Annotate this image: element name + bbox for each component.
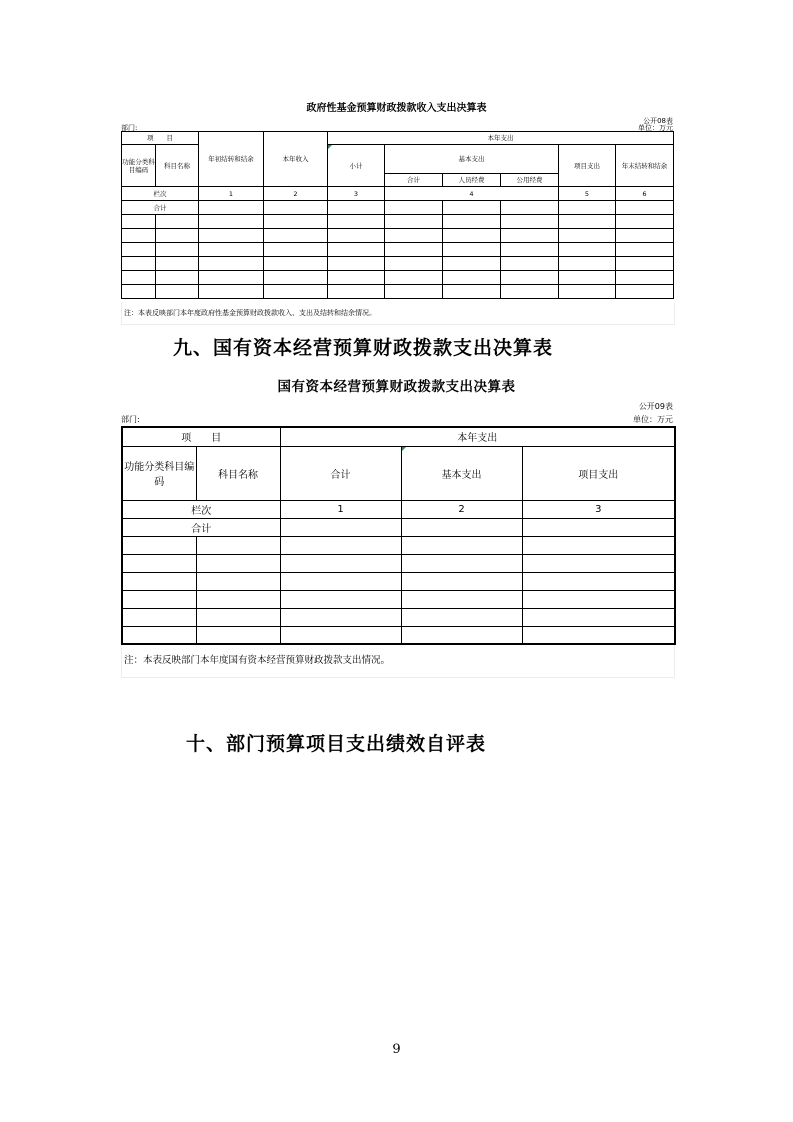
header-basic: 基本支出 <box>385 145 559 174</box>
row-label: 栏次 <box>122 500 280 518</box>
table-row <box>122 271 674 285</box>
header-basic: 基本支出 <box>401 446 522 500</box>
table9-unit: 单位：万元 <box>633 415 673 424</box>
table8-dept: 部门: <box>121 124 138 132</box>
row-label: 栏次 <box>122 187 199 201</box>
table9 <box>121 426 676 645</box>
header-item: 项 目 <box>122 427 280 446</box>
col-number: 4 <box>385 187 559 201</box>
table-row <box>122 572 675 590</box>
header-income: 本年收入 <box>264 132 328 187</box>
sum-label: 合计 <box>122 518 280 536</box>
header-project: 项目支出 <box>559 145 616 187</box>
table9-note: 注：本表反映部门本年度国有资本经营预算财政拨款支出情况。 <box>121 645 675 678</box>
sum-label: 合计 <box>122 201 199 215</box>
table-row <box>122 215 674 229</box>
table-row <box>122 243 674 257</box>
header-subject-name: 科目名称 <box>156 145 199 187</box>
col-number: 1 <box>280 500 401 518</box>
table-row <box>122 257 674 271</box>
section9-heading: 九、国有资本经营预算财政拨款支出决算表 <box>173 337 554 359</box>
table-row <box>122 285 674 299</box>
header-expense: 本年支出 <box>280 427 675 446</box>
header-expense: 本年支出 <box>328 132 674 145</box>
header-end-balance: 年末结转和结余 <box>616 145 674 187</box>
col-number: 3 <box>328 187 385 201</box>
header-personnel: 人员经费 <box>443 174 501 187</box>
page-number: 9 <box>392 1042 401 1057</box>
table-row <box>122 626 675 644</box>
header-item: 项 目 <box>122 132 199 145</box>
table8-unit: 单位：万元 <box>638 124 673 132</box>
table-row <box>122 608 675 626</box>
table9-title: 国有资本经营预算财政拨款支出决算表 <box>277 379 516 395</box>
header-func-code: 功能分类科目编码 <box>122 145 156 187</box>
table8-ref: 公开08表 <box>643 117 673 125</box>
table9-dept: 部门: <box>121 415 140 424</box>
col-number: 2 <box>264 187 328 201</box>
comment-marker-icon <box>402 447 406 451</box>
header-subject-name: 科目名称 <box>196 446 280 500</box>
comment-marker-icon <box>328 145 332 149</box>
table8-title: 政府性基金预算财政拨款收入支出决算表 <box>306 103 487 114</box>
table9-ref: 公开09表 <box>638 402 673 411</box>
section10-heading: 十、部门预算项目支出绩效自评表 <box>186 733 487 755</box>
col-number: 5 <box>559 187 616 201</box>
table-row <box>122 554 675 572</box>
table-row <box>122 536 675 554</box>
table8-note: 注：本表反映部门本年度政府性基金预算财政拨款收入、支出及结转和结余情况。 <box>121 303 675 325</box>
col-number: 1 <box>199 187 264 201</box>
col-number: 6 <box>616 187 674 201</box>
header-project: 项目支出 <box>522 446 675 500</box>
col-number: 2 <box>401 500 522 518</box>
header-subtotal: 小计 <box>328 145 385 187</box>
table-row <box>122 590 675 608</box>
header-basic-total: 合计 <box>385 174 443 187</box>
header-public: 公用经费 <box>501 174 559 187</box>
header-begin-balance: 年初结转和结余 <box>199 132 264 187</box>
header-func-code: 功能分类科目编码 <box>122 446 196 500</box>
col-number: 3 <box>522 500 675 518</box>
table8 <box>121 131 674 299</box>
table-row <box>122 229 674 243</box>
header-total: 合计 <box>280 446 401 500</box>
